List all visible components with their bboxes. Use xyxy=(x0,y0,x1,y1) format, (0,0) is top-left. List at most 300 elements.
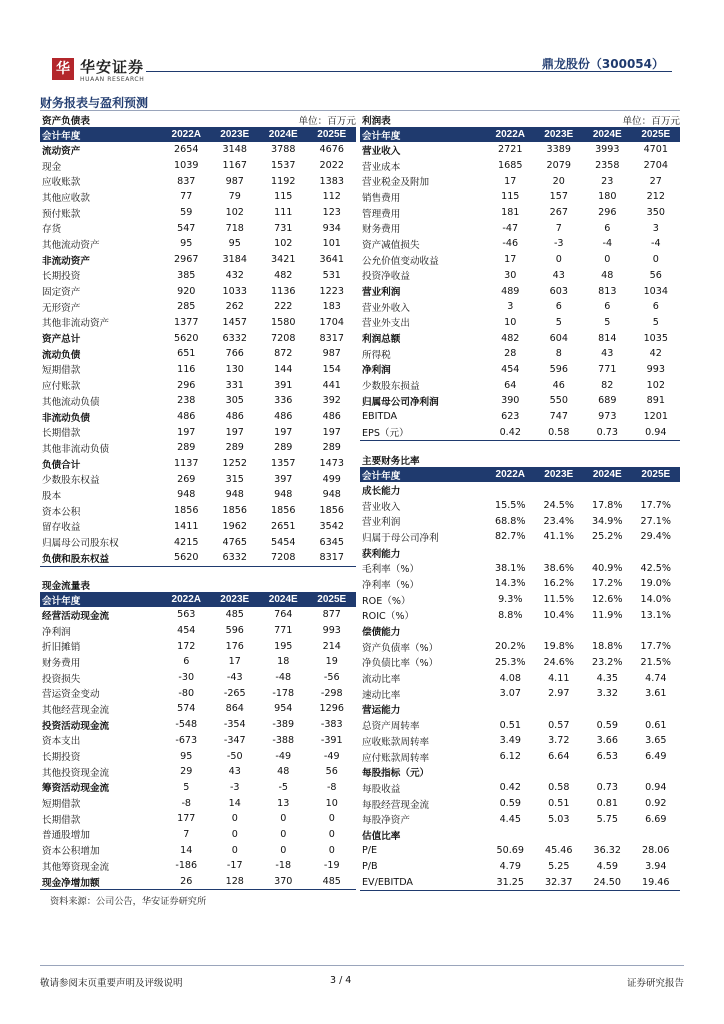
value-cell: 285 xyxy=(177,301,196,313)
year-header-cell: 2022A xyxy=(162,127,211,142)
value-cell: 101 xyxy=(322,238,341,250)
table-row xyxy=(360,330,680,346)
value-cell: 0.42 xyxy=(486,424,535,440)
table-row xyxy=(360,482,680,498)
value-cell: 11.5% xyxy=(543,594,574,606)
value-cell xyxy=(535,623,584,639)
value-cell: 95 xyxy=(180,750,193,762)
value-cell: 23.4% xyxy=(543,515,574,527)
value-cell: 176 xyxy=(225,640,244,652)
value-cell: 23.2% xyxy=(592,656,623,668)
value-cell: 391 xyxy=(274,379,293,391)
row-label: 资本支出 xyxy=(42,736,81,748)
value-cell: 3.49 xyxy=(499,735,521,747)
value-cell: 485 xyxy=(308,874,357,890)
value-cell xyxy=(486,702,535,718)
row-label: 毛利率（%） xyxy=(362,564,420,576)
table-row xyxy=(360,158,680,174)
value-cell: 17 xyxy=(504,175,517,187)
value-cell: -46 xyxy=(502,238,519,250)
table-unit: 单位：百万元 xyxy=(622,115,681,127)
table-caption-row xyxy=(360,452,680,467)
value-cell: 21.5% xyxy=(640,656,672,668)
value-cell: 3.94 xyxy=(645,860,667,872)
table-row xyxy=(40,519,356,535)
table-row xyxy=(360,189,680,205)
row-label: 每股指标（元） xyxy=(362,768,430,780)
company-name: 鼎龙股份（300054） xyxy=(541,57,664,71)
row-label: 流动比率 xyxy=(362,674,401,686)
row-label: P/E xyxy=(362,845,378,857)
value-cell: 18 xyxy=(277,656,290,668)
row-label: 每股收益 xyxy=(362,783,401,795)
value-cell: 764 xyxy=(274,609,293,621)
table-row xyxy=(40,377,356,393)
value-cell: 920 xyxy=(177,285,196,297)
row-label: 财务费用 xyxy=(42,657,81,669)
row-label: 营业利润 xyxy=(362,517,401,529)
value-cell: 987 xyxy=(322,348,341,360)
year-header-cell: 2022A xyxy=(162,592,211,607)
year-header-cell: 2024E xyxy=(583,467,632,482)
table-row xyxy=(40,811,356,827)
value-cell: 771 xyxy=(598,363,617,375)
row-label: 其他非流动负债 xyxy=(42,443,110,455)
table-row xyxy=(40,362,356,378)
value-cell: 0.73 xyxy=(583,424,632,440)
header-cell: 会计年度 xyxy=(40,127,162,142)
value-cell: 485 xyxy=(225,609,244,621)
table-row xyxy=(360,236,680,252)
value-cell: 59 xyxy=(180,207,193,219)
value-cell: 27 xyxy=(649,175,662,187)
row-label: 其他流动负债 xyxy=(42,396,100,408)
row-label: 营运资金变动 xyxy=(42,689,100,701)
table-row xyxy=(360,686,680,702)
value-cell xyxy=(486,764,535,780)
value-cell: 1357 xyxy=(271,458,296,470)
value-cell: 1201 xyxy=(643,411,668,423)
value-cell: 1473 xyxy=(319,458,344,470)
value-cell: 102 xyxy=(225,207,244,219)
row-label: 其他筹资现金流 xyxy=(42,861,110,873)
table-row xyxy=(40,733,356,749)
section-divider xyxy=(40,110,680,111)
table-row xyxy=(40,220,356,236)
value-cell: 0.73 xyxy=(596,782,618,794)
value-cell: 385 xyxy=(177,269,196,281)
table-row xyxy=(360,592,680,608)
value-cell: 48 xyxy=(277,766,290,778)
value-cell: 9.3% xyxy=(498,594,523,606)
section-title: 财务报表与盈利预测 xyxy=(40,96,149,110)
value-cell: 296 xyxy=(177,379,196,391)
value-cell: 289 xyxy=(225,442,244,454)
table-row xyxy=(40,424,356,440)
value-cell: 454 xyxy=(177,625,196,637)
table-row xyxy=(360,811,680,827)
value-cell: 0 xyxy=(604,254,611,266)
value-cell: 1039 xyxy=(174,160,199,172)
value-cell: 17 xyxy=(504,254,517,266)
row-label: 其他经营现金流 xyxy=(42,704,110,716)
value-cell xyxy=(583,764,632,780)
row-label: 投资净收益 xyxy=(362,271,410,283)
row-label: 管理费用 xyxy=(362,208,401,220)
table-unit xyxy=(583,452,680,467)
row-label: 其他非流动资产 xyxy=(42,318,110,330)
value-cell: 8317 xyxy=(319,332,344,344)
footer-divider xyxy=(40,965,684,966)
value-cell: 331 xyxy=(225,379,244,391)
value-cell xyxy=(583,545,632,561)
value-cell: 987 xyxy=(225,175,244,187)
table-row xyxy=(40,764,356,780)
value-cell: 82 xyxy=(601,379,614,391)
value-cell: 651 xyxy=(177,348,196,360)
table-row xyxy=(360,874,680,890)
row-label: 少数股东损益 xyxy=(362,381,420,393)
year-header-cell: 2024E xyxy=(583,127,632,142)
value-cell xyxy=(535,702,584,718)
table-row xyxy=(40,685,356,701)
row-label: 公允价值变动收益 xyxy=(362,255,439,267)
value-cell: 20.2% xyxy=(495,641,526,653)
row-label: 净利率（%） xyxy=(362,579,420,591)
row-label: 折旧摊销 xyxy=(42,642,81,654)
value-cell: 4701 xyxy=(643,144,668,156)
table-row xyxy=(360,205,680,221)
value-cell xyxy=(632,623,681,639)
value-cell: 43 xyxy=(601,348,614,360)
value-cell: 3 xyxy=(652,222,659,234)
value-cell: 0 xyxy=(652,254,659,266)
row-label: ROIC（%） xyxy=(362,611,415,623)
value-cell: 26 xyxy=(162,874,211,890)
table-row xyxy=(360,608,680,624)
value-cell: 296 xyxy=(598,207,617,219)
value-cell: 95 xyxy=(228,238,241,250)
value-cell: 1856 xyxy=(222,505,247,517)
value-cell: 948 xyxy=(274,489,293,501)
value-cell: 5 xyxy=(604,316,611,328)
value-cell xyxy=(632,545,681,561)
footer-report-type: 证券研究报告 xyxy=(626,978,684,989)
value-cell: 24.6% xyxy=(543,656,574,668)
table-row xyxy=(40,158,356,174)
value-cell: -298 xyxy=(320,687,343,699)
header-cell: 会计年度 xyxy=(40,592,162,607)
row-label: P/B xyxy=(362,860,378,872)
year-header-cell: 2023E xyxy=(211,592,260,607)
value-cell: 4.59 xyxy=(596,860,618,872)
value-cell: 6332 xyxy=(211,550,260,566)
value-cell: 14.3% xyxy=(495,578,526,590)
row-label: 流动资产 xyxy=(42,145,81,157)
value-cell: 13 xyxy=(277,797,290,809)
value-cell: 15.5% xyxy=(495,500,526,512)
value-cell: 32.37 xyxy=(535,874,584,890)
table-row xyxy=(360,702,680,718)
table-row xyxy=(40,842,356,858)
value-cell: -548 xyxy=(175,719,198,731)
table-row xyxy=(40,795,356,811)
row-label: 营业收入 xyxy=(362,501,401,513)
table-row xyxy=(360,764,680,780)
value-cell: 350 xyxy=(646,207,665,219)
value-cell: 5.25 xyxy=(548,860,570,872)
value-cell: 5.03 xyxy=(548,813,570,825)
value-cell: 1034 xyxy=(643,285,668,297)
value-cell: 115 xyxy=(274,191,293,203)
row-label: 应收账款 xyxy=(42,177,81,189)
row-label: 归属母公司股东权 xyxy=(42,538,119,550)
value-cell: -354 xyxy=(223,719,246,731)
value-cell: 25.3% xyxy=(495,656,526,668)
value-cell: 0.58 xyxy=(548,782,570,794)
row-label: 营运能力 xyxy=(362,705,401,717)
value-cell: 1856 xyxy=(319,505,344,517)
value-cell xyxy=(486,623,535,639)
value-cell: -4 xyxy=(602,238,613,250)
value-cell: 0.92 xyxy=(645,798,667,810)
table-unit: 单位：百万元 xyxy=(298,115,356,127)
table-row xyxy=(360,545,680,561)
value-cell: 6345 xyxy=(319,536,344,548)
value-cell: 1962 xyxy=(222,520,247,532)
value-cell: 4.11 xyxy=(548,672,570,684)
value-cell: 766 xyxy=(225,348,244,360)
row-label: 普通股增加 xyxy=(42,830,90,842)
value-cell: 4.35 xyxy=(596,672,618,684)
value-cell: 993 xyxy=(322,625,341,637)
value-cell: 689 xyxy=(598,395,617,407)
value-cell: 397 xyxy=(274,473,293,485)
value-cell: 24.50 xyxy=(583,874,632,890)
table-row xyxy=(40,189,356,205)
value-cell xyxy=(486,827,535,843)
value-cell: 6 xyxy=(604,222,611,234)
value-cell: -265 xyxy=(223,687,246,699)
value-cell: 1192 xyxy=(271,175,296,187)
row-label: 现金净增加额 xyxy=(40,874,162,890)
year-header-cell: 2025E xyxy=(308,127,357,142)
value-cell: 36.32 xyxy=(593,845,622,857)
table-row xyxy=(360,252,680,268)
value-cell: 6.49 xyxy=(645,751,667,763)
year-header-cell: 2022A xyxy=(486,127,535,142)
year-header-cell: 2024E xyxy=(259,127,308,142)
value-cell: 17.2% xyxy=(592,578,623,590)
row-label: 获利能力 xyxy=(362,548,401,560)
value-cell: 0 xyxy=(328,828,335,840)
value-cell: -56 xyxy=(323,672,340,684)
value-cell: 2022 xyxy=(319,160,344,172)
year-header-cell: 2023E xyxy=(535,127,584,142)
value-cell: 0 xyxy=(280,828,287,840)
year-header-cell: 2024E xyxy=(259,592,308,607)
value-cell: 3421 xyxy=(271,254,296,266)
value-cell: 0.58 xyxy=(535,424,584,440)
table-title: 主要财务比率 xyxy=(362,455,420,467)
table-row xyxy=(360,670,680,686)
value-cell: 4.74 xyxy=(645,672,667,684)
value-cell: 1167 xyxy=(222,160,247,172)
value-cell: 3542 xyxy=(319,520,344,532)
value-cell: 4.08 xyxy=(499,672,521,684)
value-cell: -50 xyxy=(226,750,243,762)
table-row xyxy=(360,377,680,393)
row-label: 投资活动现金流 xyxy=(42,720,110,732)
row-label: ROE（%） xyxy=(362,595,411,607)
value-cell: -17 xyxy=(226,860,243,872)
table-row xyxy=(40,252,356,268)
value-cell: -389 xyxy=(272,719,295,731)
value-cell: 214 xyxy=(322,640,341,652)
value-cell: 7208 xyxy=(259,550,308,566)
value-cell: 4765 xyxy=(222,536,247,548)
value-cell: 747 xyxy=(549,411,568,423)
row-label: 归属母公司净利润 xyxy=(362,396,439,408)
value-cell: 10 xyxy=(504,316,517,328)
row-label: 其他流动资产 xyxy=(42,239,100,251)
value-cell: 29.4% xyxy=(640,531,672,543)
row-label: 利润总额 xyxy=(362,334,401,346)
table-row xyxy=(360,859,680,875)
financial-ratio-table xyxy=(360,452,680,891)
value-cell: 0.59 xyxy=(499,798,521,810)
table-row xyxy=(360,142,680,158)
table-row xyxy=(40,268,356,284)
logo-subtitle: HUAAN RESEARCH xyxy=(80,76,145,83)
value-cell: 1411 xyxy=(174,520,199,532)
value-cell: 17.7% xyxy=(640,500,672,512)
value-cell: 289 xyxy=(322,442,341,454)
table-row xyxy=(40,503,356,519)
value-cell: 370 xyxy=(259,874,308,890)
value-cell: 31.25 xyxy=(486,874,535,890)
value-cell: 486 xyxy=(274,411,293,423)
table-row xyxy=(360,796,680,812)
value-cell xyxy=(632,702,681,718)
table-row xyxy=(40,858,356,874)
value-cell: 486 xyxy=(322,411,341,423)
table-row xyxy=(360,639,680,655)
value-cell: 28.06 xyxy=(642,845,670,857)
value-cell: 197 xyxy=(177,426,196,438)
table-row xyxy=(360,576,680,592)
value-cell: 64 xyxy=(504,379,517,391)
value-cell: 489 xyxy=(501,285,520,297)
table-row xyxy=(360,362,680,378)
row-label: 净利润 xyxy=(362,365,391,377)
row-label: 营业税金及附加 xyxy=(362,177,430,189)
header-divider xyxy=(146,71,672,72)
row-label: 营业成本 xyxy=(362,161,401,173)
value-cell: 1383 xyxy=(319,175,344,187)
table-row xyxy=(40,299,356,315)
value-cell: 112 xyxy=(322,191,341,203)
value-cell: 177 xyxy=(177,813,196,825)
value-cell: 6.64 xyxy=(548,751,570,763)
value-cell: 27.1% xyxy=(640,515,672,527)
value-cell: 993 xyxy=(646,363,665,375)
table-row xyxy=(360,173,680,189)
row-label: 存货 xyxy=(42,224,62,236)
value-cell: 269 xyxy=(177,473,196,485)
table-header-row xyxy=(40,127,356,142)
value-cell: 1252 xyxy=(222,458,247,470)
value-cell: -8 xyxy=(326,781,337,793)
table-row xyxy=(360,717,680,733)
value-cell: 948 xyxy=(177,489,196,501)
table-row xyxy=(360,513,680,529)
value-cell xyxy=(632,827,681,843)
value-cell: -3 xyxy=(553,238,564,250)
table-row xyxy=(40,638,356,654)
value-cell: 0.81 xyxy=(596,798,618,810)
value-cell: 550 xyxy=(549,395,568,407)
table-row xyxy=(360,393,680,409)
value-cell: 41.1% xyxy=(543,531,574,543)
row-label: 营业利润 xyxy=(362,287,401,299)
value-cell: 547 xyxy=(177,222,196,234)
row-label: 偿债能力 xyxy=(362,627,401,639)
table-row xyxy=(360,780,680,796)
value-cell: 1035 xyxy=(643,332,668,344)
value-cell: 5 xyxy=(183,781,190,793)
value-cell: 2654 xyxy=(174,144,199,156)
row-label: 应付账款周转率 xyxy=(362,752,430,764)
value-cell xyxy=(583,827,632,843)
table-row xyxy=(40,173,356,189)
value-cell: 102 xyxy=(646,379,665,391)
value-cell: 392 xyxy=(322,395,341,407)
value-cell: 6 xyxy=(183,656,190,668)
value-cell: 180 xyxy=(598,191,617,203)
value-cell: 3.65 xyxy=(645,735,667,747)
value-cell: 3.72 xyxy=(548,735,570,747)
value-cell: 6.69 xyxy=(645,813,667,825)
value-cell: 20 xyxy=(552,175,565,187)
value-cell: 4676 xyxy=(319,144,344,156)
row-label: 每股经营现金流 xyxy=(362,799,430,811)
value-cell: 486 xyxy=(177,411,196,423)
row-label: 非流动负债 xyxy=(42,412,90,424)
value-cell: 50.69 xyxy=(496,845,524,857)
value-cell xyxy=(583,702,632,718)
value-cell: 14.0% xyxy=(640,594,672,606)
value-cell: 563 xyxy=(177,609,196,621)
value-cell: 144 xyxy=(274,363,293,375)
table-row xyxy=(40,283,356,299)
value-cell: 10 xyxy=(325,797,338,809)
row-label: 每股净资产 xyxy=(362,815,410,827)
value-cell: 0 xyxy=(231,844,238,856)
value-cell: 14 xyxy=(228,797,241,809)
page-number: 3 / 4 xyxy=(330,975,352,986)
value-cell: 603 xyxy=(549,285,568,297)
value-cell: 2704 xyxy=(643,160,668,172)
value-cell: 19.46 xyxy=(632,874,681,890)
logo-text: 华安证券 xyxy=(80,58,145,76)
value-cell: 305 xyxy=(225,395,244,407)
row-label: 流动负债 xyxy=(42,349,81,361)
table-title: 资产负债表 xyxy=(42,115,90,127)
table-row xyxy=(40,440,356,456)
value-cell: 390 xyxy=(501,395,520,407)
table-row xyxy=(40,393,356,409)
